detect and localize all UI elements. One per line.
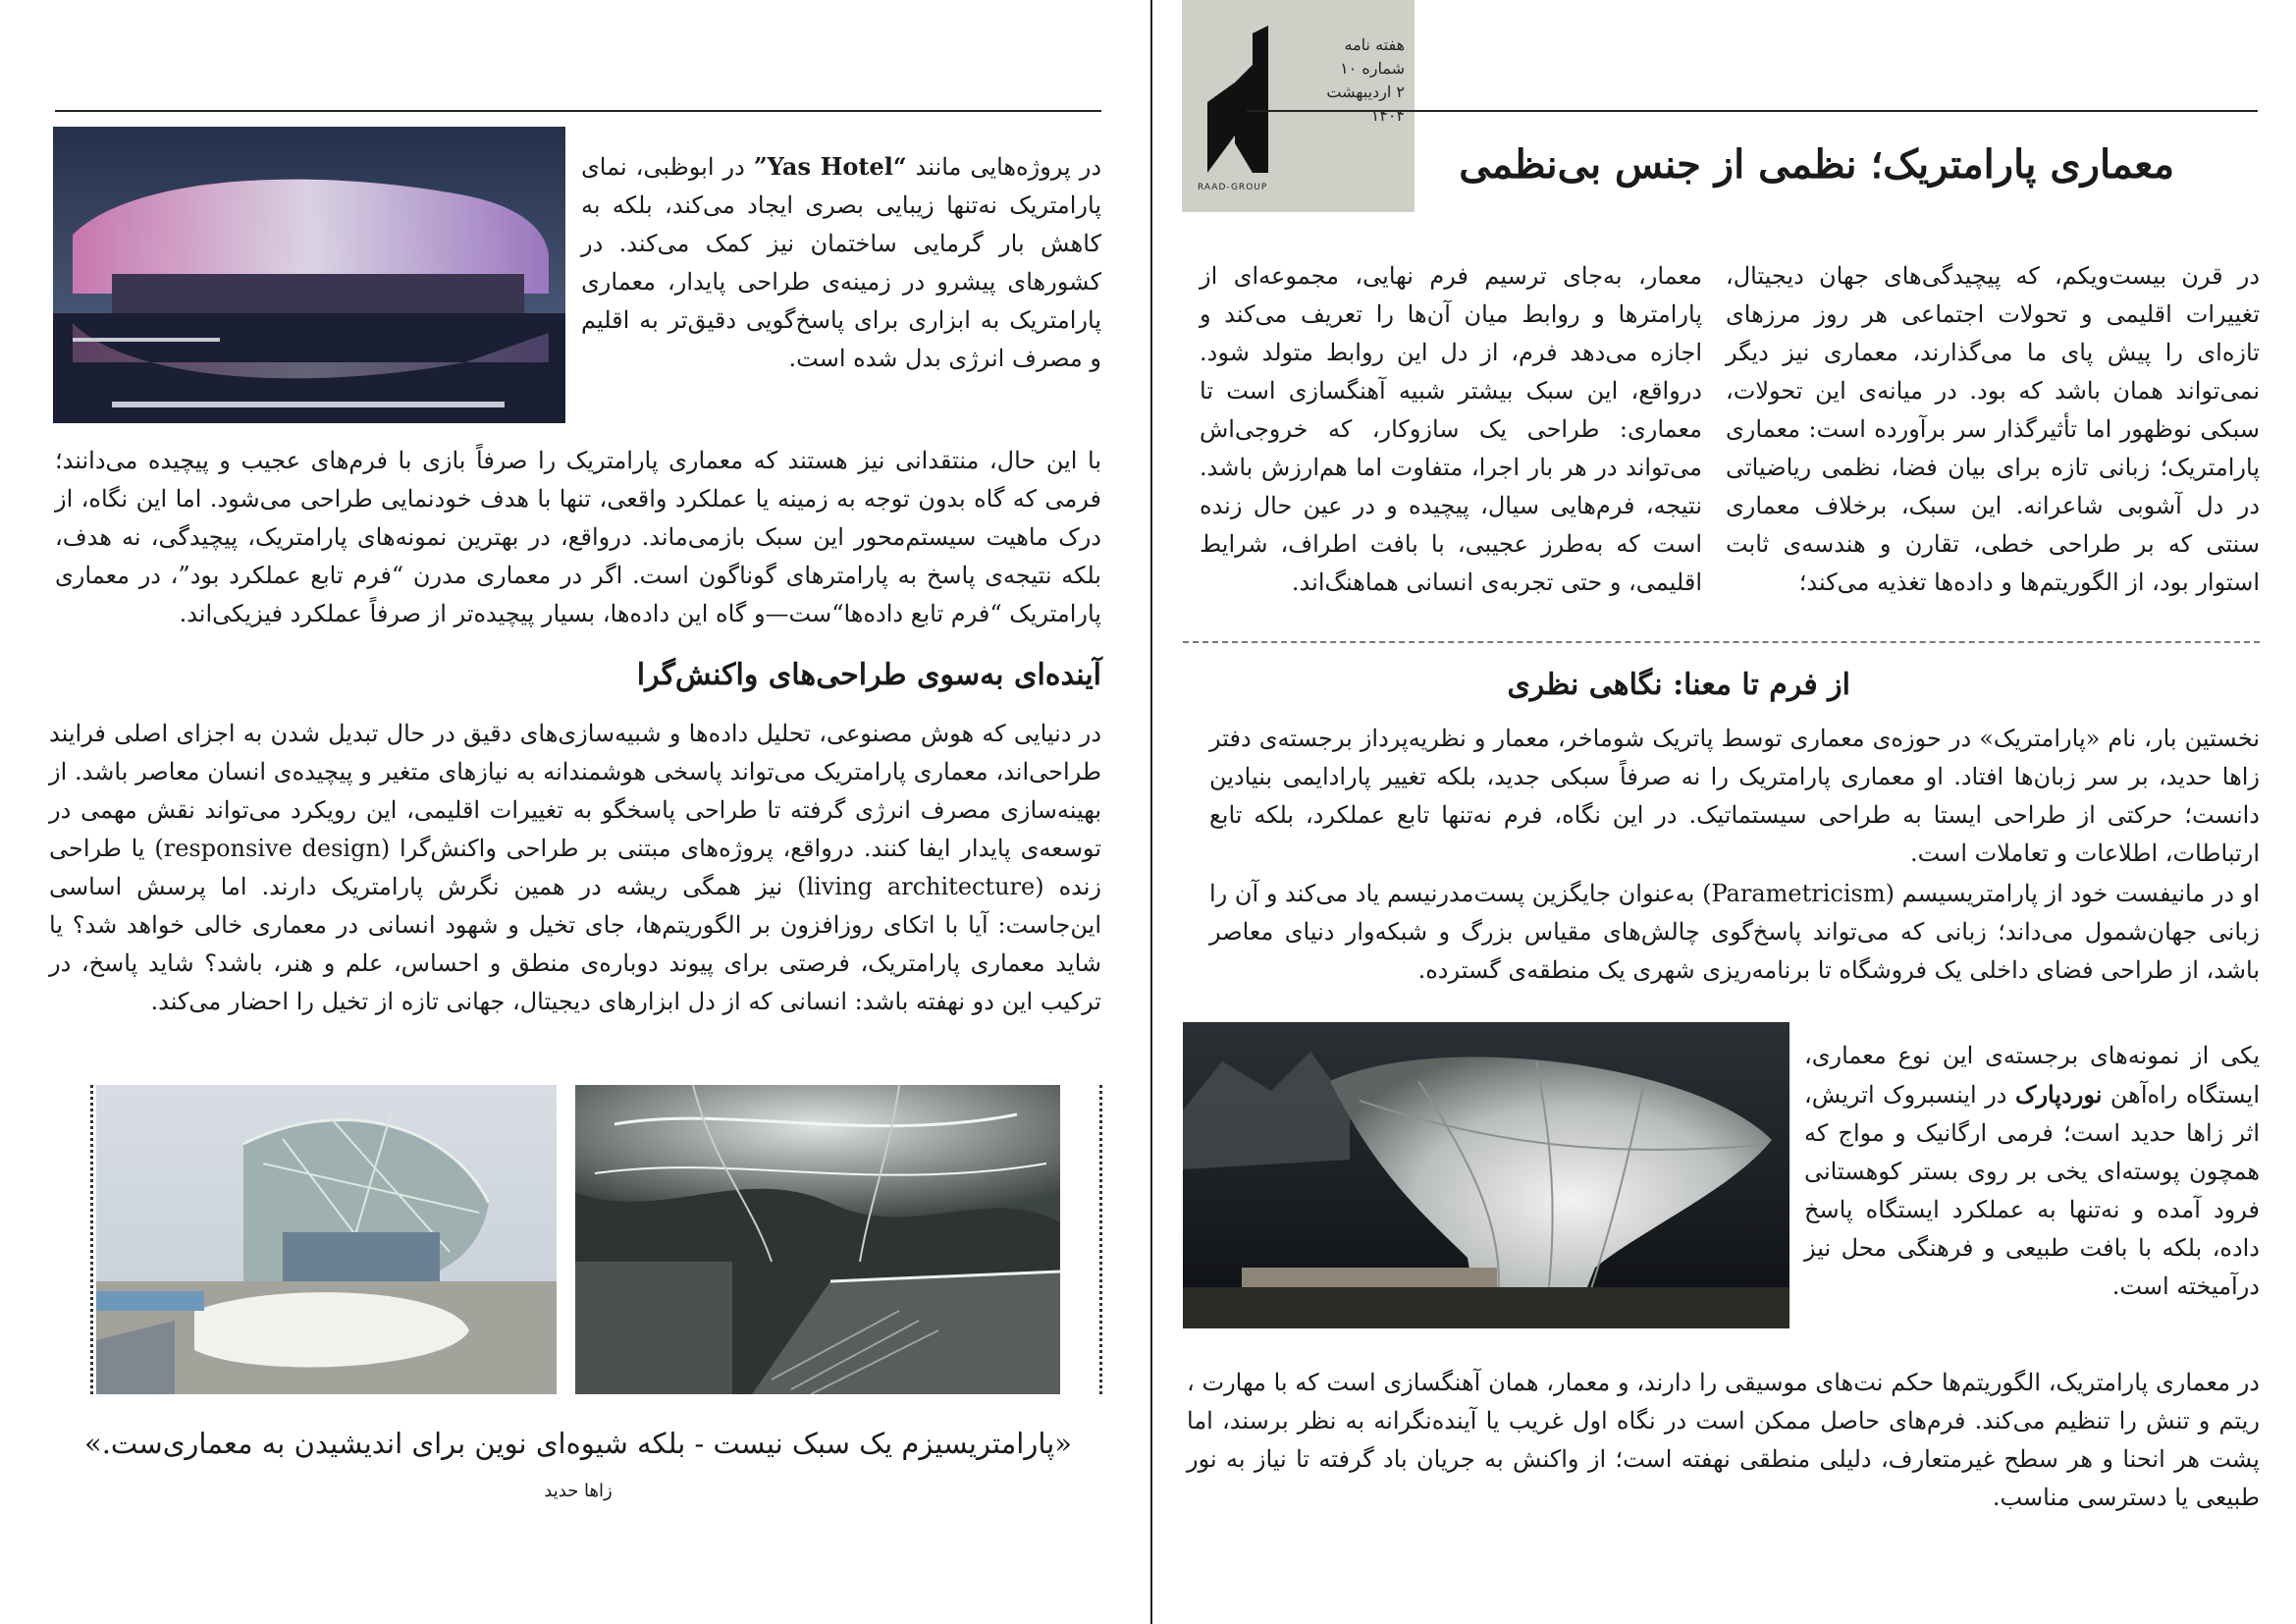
yas-hotel-photo [53,127,565,423]
issue-number: شماره ۱۰ [1340,59,1405,78]
theory-paragraph-2: او در مانیفست خود از پارامتریسیسم (Parametricism) به‌عنوان جایگزین پست‌مدرنیسم یاد می‌کند و آن را زبانی جهان‌شمول می‌داند؛ زبانی که می‌تواند پاسخ‌گوی چالش‌های مقیاس بزرگ و شبکه‌وار دنیای معاصر باشد، از طراحی فضای داخلی یک فروشگاه تا برنامه‌ریزی شهری یک منطقه‌ی گسترده. [1209,880,2261,984]
top-rule-right [1247,110,2258,112]
article-title: معماری پارامتریک؛ نظمی از جنس بی‌نظمی [1459,141,2174,188]
issue-date: ۲ اردیبهشت ۱۴۰۴ [1326,82,1405,125]
nordpark-name: نوردپارک [2014,1080,2103,1109]
masthead-meta [1297,33,1405,128]
nordpark-station-photo [1183,1022,1789,1328]
pull-quote: «پارامتریسیزم یک سبک نیست - بلکه شیوه‌ای نوین برای اندیشیدن به معماری‌ست.» [83,1427,1073,1460]
nordpark-text-b: در اینسبروک اتریش، اثر زاها حدید است؛ فرمی ارگانیک و مواج که همچون پوسته‌ای یخی بر روی بستر کوهستانی فرود آمده و نه‌تنها به عملکرد ایستگاه پاسخ داده، بلکه با بافت طبیعی و فرهنگی محل نیز درآمیخته است. [1804,1081,2260,1300]
photo-frame-left [90,1085,93,1394]
yas-hotel-exterior-photo [96,1085,557,1394]
yas-hotel-paragraph [581,147,1101,378]
theory-paragraph-1: نخستین بار، نام «پارامتریک» در حوزه‌ی معماری توسط پاتریک شوماخر، معمار و نظریه‌پرداز برجسته‌ی دفتر زاها حدید، بر سر زبان‌ها افتاد. او معماری پارامتریک را نه صرفاً سبکی جدید، بلکه تغییر پارادایمی بنیادین دانست؛ حرکتی از طراحی ایستا به طراحی سیستماتیک. در این نگاه، فرم نه‌تنها تابع عملکرد، بلکه تابع ارتباطات، اطلاعات و تعاملات است. [1209,725,2260,867]
intro-column-left: معمار، به‌جای ترسیم فرم نهایی، مجموعه‌ای از پارامترها و روابط میان آن‌ها را تعریف می‌کند و اجازه می‌دهد فرم، از دل این روابط متولد شود. درواقع، این سبک بیشتر شبیه آهنگسازی است تا معماری: طراحی یک سازوکار، که خروجی‌اش می‌تواند در هر بار اجرا، متفاوت اما هم‌ارزش باشد. نتیجه، فرم‌هایی سیال، پیچیده و در عین حال زنده است که به‌طرز عجیبی، با بافت اطراف، شرایط اقلیمی، و حتی تجربه‌ی انسانی هماهنگ‌اند. [1200,262,1702,596]
intro-column-right: در قرن بیست‌ویکم، که پیچیدگی‌های جهان دیجیتال، تغییرات اقلیمی و تحولات اجتماعی هر روز مرزهای تازه‌ای را پیش پای ما می‌گذارند، معماری نیز دیگر نمی‌تواند همان باشد که بود. در میانه‌ی این تحولات، سبکی نوظهور اما تأثیرگذار سر برآورده است: معماری پارامتریک؛ زبانی تازه برای بیان فضا، نظمی ریاضیاتی در دل آشوبی شاعرانه. این سبک، برخلاف معماری سنتی که بر طراحی خطی، تقارن و هندسه‌ی ثابت استوار بود، از الگوریتم‌ها و داده‌ها تغذیه می‌کند؛ [1726,262,2260,596]
nordpark-paragraph [1804,1037,2260,1306]
future-paragraph: در دنیایی که هوش مصنوعی، تحلیل داده‌ها و شبیه‌سازی‌های دقیق در حال تبدیل شدن به اجزای اصلی فرایند طراحی‌اند، معماری پارامتریک می‌تواند پاسخی هوشمندانه به نیازهای متغیر و پیچیده‌ی انسان معاصر باشد. از بهینه‌سازی مصرف انرژی گرفته تا طراحی پاسخگو به تغییرات اقلیمی، این رویکرد می‌تواند نقش مهمی در توسعه‌ی پایدار ایفا کنند. درواقع، پروژه‌های مبتنی بر طراحی واکنش‌گرا (responsive design) یا طراحی زنده (living architecture) نیز همگی ریشه در همین نگرش پارامتریک دارند. اما پرسش اساسی این‌جاست: آیا با اتکای روزافزون بر الگوریتم‌ها، جای تخیل و شهود انسانی در معماری خالی خواهد شد؟ یا شاید معماری پارامتریک، فرصتی برای پیوند دوباره‌ی منطق و احساس، علم و هنر، باشد؟ شاید پاسخ، در ترکیب این دو نهفته باشد: انسانی که از دل ابزارهای دیجیتال، جهانی تازه از تخیل را احضار می‌کند. [49,720,1102,1015]
closing-paragraph: در معماری پارامتریک، الگوریتم‌ها حکم نت‌های موسیقی را دارند، و معمار، همان آهنگسازی است که با مهارت ، ریتم و تنش را تنظیم می‌کند. فرم‌های حاصل ممکن است در نگاه اول غریب یا آینده‌نگرانه به نظر برسند، اما پشت هر انحنا و هر سطح غیرمتعارف، دلیلی منطقی نهفته است؛ از واکنش به جریان باد گرفته تا نیاز به نور طبیعی یا دسترسی مناسب. [1187,1369,2260,1511]
section-heading-future: آینده‌ای به‌سوی طراحی‌های واکنش‌گرا [636,658,1101,692]
yas-hotel-name: “Yas Hotel” [753,152,907,181]
nordpark-text-a: یکی از نمونه‌های برجسته‌ی این نوع معماری، ایستگاه راه‌آهن [1804,1042,2260,1109]
page-spine [1150,0,1152,1624]
logo-caption: RAAD-GROUP [1198,183,1268,192]
critique-paragraph: با این حال، منتقدانی نیز هستند که معماری پارامتریک را صرفاً بازی با فرم‌های عجیب و پیچیده می‌دانند؛ فرمی که گاه بدون توجه به زمینه یا عملکرد واقعی، تنها با هدف خودنمایی طراحی می‌شود. اما این نگاه، از درک ماهیت سیستم‌محور این سبک بازمی‌ماند. درواقع، در بهترین نمونه‌های پارامتریک، پیچیدگی، نه هدف، بلکه نتیجه‌ی پاسخ به پارامترهای گوناگون است. اگر در معماری مدرن “فرم تابع عملکرد بود”، در معماری پارامتریک “فرم تابع داده‌ها“ست—و گاه این داده‌ها، بسیار پیچیده‌تر از صرفاً عملکرد فیزیکی‌اند. [55,447,1101,627]
section-heading-theory: از فرم تا معنا: نگاهی نظری [1507,668,1850,702]
photo-frame-right [1099,1085,1102,1394]
top-rule-left [55,110,1101,112]
yas-text-a: در پروژه‌هایی مانند [906,153,1102,181]
yas-text-b: در ابوظبی، نمای پارامتریک نه‌تنها زیبایی بصری ایجاد می‌کند، بلکه به کاهش بار گرمایی ساختمان نیز کمک می‌کند. در کشورهای پیشرو در زمینه‌ی طراحی پایدار، معماری پارامتریک به ابزاری برای پاسخ‌گویی دقیق‌تر به اقلیم و مصرف انرژی بدل شده است. [581,153,1101,372]
publication-type: هفته نامه [1344,35,1405,54]
interior-photo [575,1085,1060,1394]
quote-author: زاها حدید [544,1481,613,1501]
section-divider [1183,641,2260,643]
